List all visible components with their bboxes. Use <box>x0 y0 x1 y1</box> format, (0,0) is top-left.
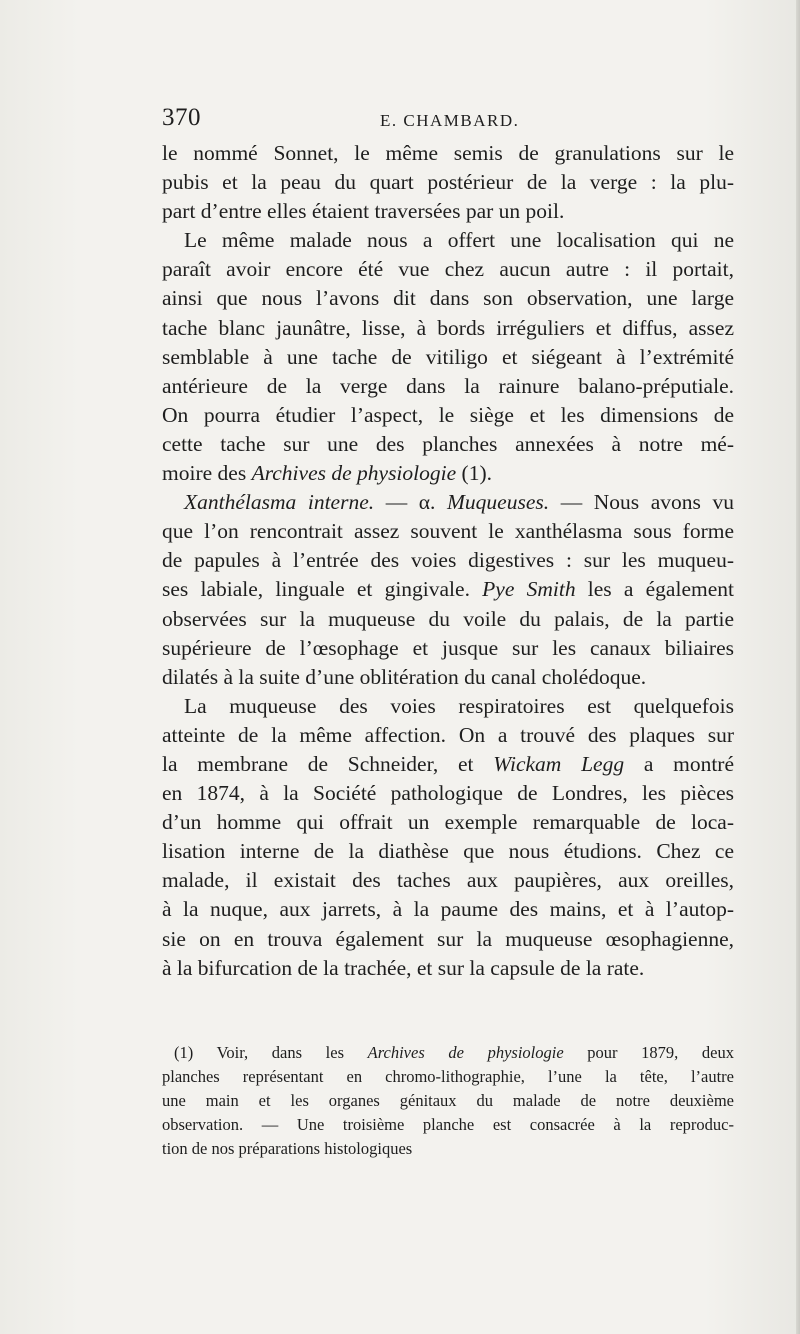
text-line: part d’entre elles étaient traversées par un poil. <box>162 199 565 224</box>
page-edge <box>796 0 800 1334</box>
text-line: observées sur la muqueuse du voile du palais, de la partie <box>162 606 734 631</box>
author-name: Pye Smith <box>482 577 576 602</box>
footnote-line: planches représentant en chromo-lithographie, l’une la tête, l’autre <box>162 1067 734 1086</box>
text-line: ainsi que nous l’avons dit dans son observation, une large <box>162 286 734 311</box>
text-line: le nommé Sonnet, le même semis de granulations sur le <box>162 141 734 165</box>
text-line: d’un homme qui offrait un exemple remarquable de loca- <box>162 810 734 835</box>
text-line: pubis et la peau du quart postérieur de la verge : la plu- <box>162 170 734 195</box>
text-run: pour 1879, deux <box>563 1043 734 1062</box>
page-number: 370 <box>162 104 201 131</box>
text-line: semblable à une tache de vitiligo et siégeant à l’extrémité <box>162 344 734 369</box>
text-line <box>162 488 734 517</box>
running-head: E. CHAMBARD. <box>380 111 520 130</box>
subsection-heading: Muqueuses. <box>447 490 550 515</box>
text-run: les a également <box>575 577 734 602</box>
footnote-line: observation. — Une troisième planche est consacrée à la reproduc- <box>162 1115 734 1134</box>
journal-title: Archives de physiologie <box>367 1043 564 1062</box>
text-line: de papules à l’entrée des voies digestives : sur les muqueu- <box>162 548 734 573</box>
journal-title: Archives de physiologie <box>251 461 457 486</box>
text-line: lisation interne de la diathèse que nous étudions. Chez ce <box>162 839 734 864</box>
text-line: cette tache sur une des planches annexées à notre mé- <box>162 431 734 456</box>
body-text <box>162 139 734 983</box>
text-run: a montré <box>624 751 735 776</box>
text-run: moire des <box>162 461 252 486</box>
text-line: paraît avoir encore été vue chez aucun autre : il portait, <box>162 257 734 282</box>
footnote-ref: (1). <box>456 461 492 486</box>
text-line: antérieure de la verge dans la rainure balano-préputiale. <box>162 373 734 398</box>
text-line: dilatés à la suite d’une oblitération du canal cholédoque. <box>162 664 647 689</box>
page-header <box>162 104 632 138</box>
text-line: sie on en trouva également sur la muqueuse œsophagienne, <box>162 926 734 951</box>
text-run: ses labiale, linguale et gingivale. <box>162 577 483 602</box>
author-name: Wickam Legg <box>493 751 625 776</box>
text-line: à la nuque, aux jarrets, à la paume des mains, et à l’autop- <box>162 897 734 922</box>
text-line: malade, il existait des taches aux paupières, aux oreilles, <box>162 868 734 893</box>
text-line: On pourra étudier l’aspect, le siège et les dimensions de <box>162 402 734 427</box>
footnote-line: une main et les organes génitaux du malade de notre deuxième <box>162 1091 734 1110</box>
text-run: — Nous avons vu <box>549 490 734 515</box>
text-line: à la bifurcation de la trachée, et sur la capsule de la rate. <box>162 955 645 980</box>
text-run: la membrane de Schneider, et <box>162 751 494 776</box>
text-line: tache blanc jaunâtre, lisse, à bords irréguliers et diffus, assez <box>162 315 734 340</box>
footnote-line <box>162 1041 734 1065</box>
text-line: en 1874, à la Société pathologique de Londres, les pièces <box>162 781 734 806</box>
text-run: — α. <box>374 490 448 515</box>
text-line: atteinte de la même affection. On a trouvé des plaques sur <box>162 722 734 747</box>
text-line: Le même malade nous a offert une localisation qui ne <box>184 228 734 253</box>
text-run: (1) Voir, dans les <box>174 1043 368 1062</box>
text-line <box>162 459 734 488</box>
text-line <box>162 750 734 779</box>
section-heading: Xanthélasma interne. <box>184 490 375 515</box>
text-line: La muqueuse des voies respiratoires est quelquefois <box>184 693 734 718</box>
text-line: que l’on rencontrait assez souvent le xanthélasma sous forme <box>162 519 734 544</box>
footnote <box>162 1041 734 1161</box>
text-line <box>162 575 734 604</box>
text-line: supérieure de l’œsophage et jusque sur les canaux biliaires <box>162 635 734 660</box>
footnote-line: tion de nos préparations histologiques <box>162 1139 413 1158</box>
